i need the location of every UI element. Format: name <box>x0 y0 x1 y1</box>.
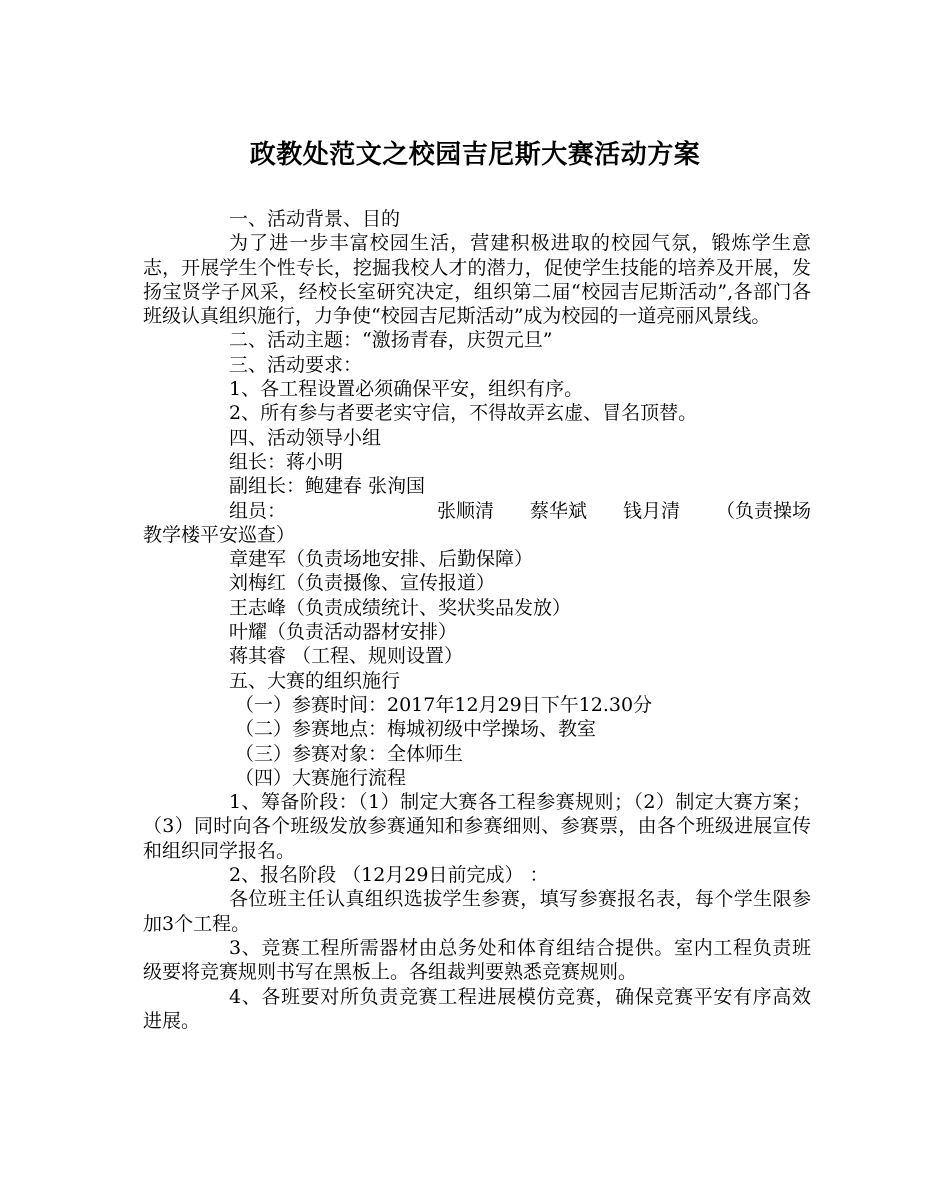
process-step-2: 2、报名阶段 （12月29日前完成） ： <box>229 864 549 887</box>
requirement-1: 1、各工程设置必须确保平安，组织有序。 <box>229 378 584 401</box>
contest-target: （三）参赛对象：全体师生 <box>235 742 464 765</box>
member-duty: （负责操场 <box>715 499 811 522</box>
group-leader: 组长：蒋小明 <box>229 450 344 473</box>
document-title: 政教处范文之校园吉尼斯大赛活动方案 <box>249 140 701 170</box>
contest-process: （四）大赛施行流程 <box>235 766 407 789</box>
staff-item: 叶耀（负责活动器材安排） <box>229 621 458 644</box>
contest-place: （二）参赛地点：梅城初级中学操场、教室 <box>235 718 597 741</box>
section-5-heading: 五、大赛的组织施行 <box>229 669 401 692</box>
process-step-2-body: 各位班主任认真组织选拔学生参赛，填写参赛报名表，每个学生限参加3个工程。 <box>143 888 811 935</box>
vice-leader: 副组长：鲍建春 张洵国 <box>229 475 426 498</box>
contest-time: （一）参赛时间：2017年12月29日下午12.30分 <box>235 693 653 716</box>
member-name: 张顺清 <box>436 499 494 522</box>
staff-item: 章建军（负责场地安排、后勤保障） <box>229 548 534 571</box>
staff-item: 刘梅红（负责摄像、宣传报道） <box>229 572 496 595</box>
section-3-heading: 三、活动要求： <box>229 353 363 376</box>
members-duty-continuation: 教学楼平安巡查） <box>143 523 296 546</box>
process-step-1: 1、筹备阶段：（1）制定大赛各工程参赛规则；（2）制定大赛方案；（3）同时向各个班级发放参赛通知和参赛细则、参赛票，由各个班级进展宣传和组织同学报名。 <box>143 791 811 862</box>
section-1-paragraph: 为了进一步丰富校园生活，营建积极进取的校园气氛，锻炼学生意志，开展学生个性专长，挖掘我校人才的潜力，促使学生技能的培养及开展，发扬宝贤学子风采，经校长室研究决定，组织第二届“校园吉尼斯活动”,各部门各班级认真组织施行，力争使“校园吉尼斯活动”成为校园的一道亮丽风景线。 <box>143 232 811 328</box>
section-1-heading: 一、活动背景、目的 <box>229 208 401 230</box>
process-step-3: 3、竞赛工程所需器材由总务处和体育组结合提供。室内工程负责班级要将竞赛规则书写在黑板上。各组裁判要熟悉竞赛规则。 <box>143 936 811 984</box>
members-label: 组员： <box>229 499 287 522</box>
member-name: 钱月清 <box>622 499 680 522</box>
staff-item: 王志峰（负责成绩统计、奖状奖品发放） <box>229 596 572 619</box>
section-2-theme: 二、活动主题：“激扬青春，庆贺元旦” <box>229 329 553 352</box>
section-4-heading: 四、活动领导小组 <box>229 426 382 449</box>
members-line <box>143 499 811 523</box>
document-body <box>143 207 811 1033</box>
member-name: 蔡华斌 <box>529 499 587 522</box>
requirement-2: 2、所有参与者要老实守信，不得故弄玄虚、冒名顶替。 <box>229 402 698 425</box>
process-step-4: 4、各班要对所负责竞赛工程进展模仿竞赛，确保竞赛平安有序高效进展。 <box>143 985 811 1032</box>
staff-item: 蒋其睿 （工程、规则设置） <box>229 645 464 668</box>
